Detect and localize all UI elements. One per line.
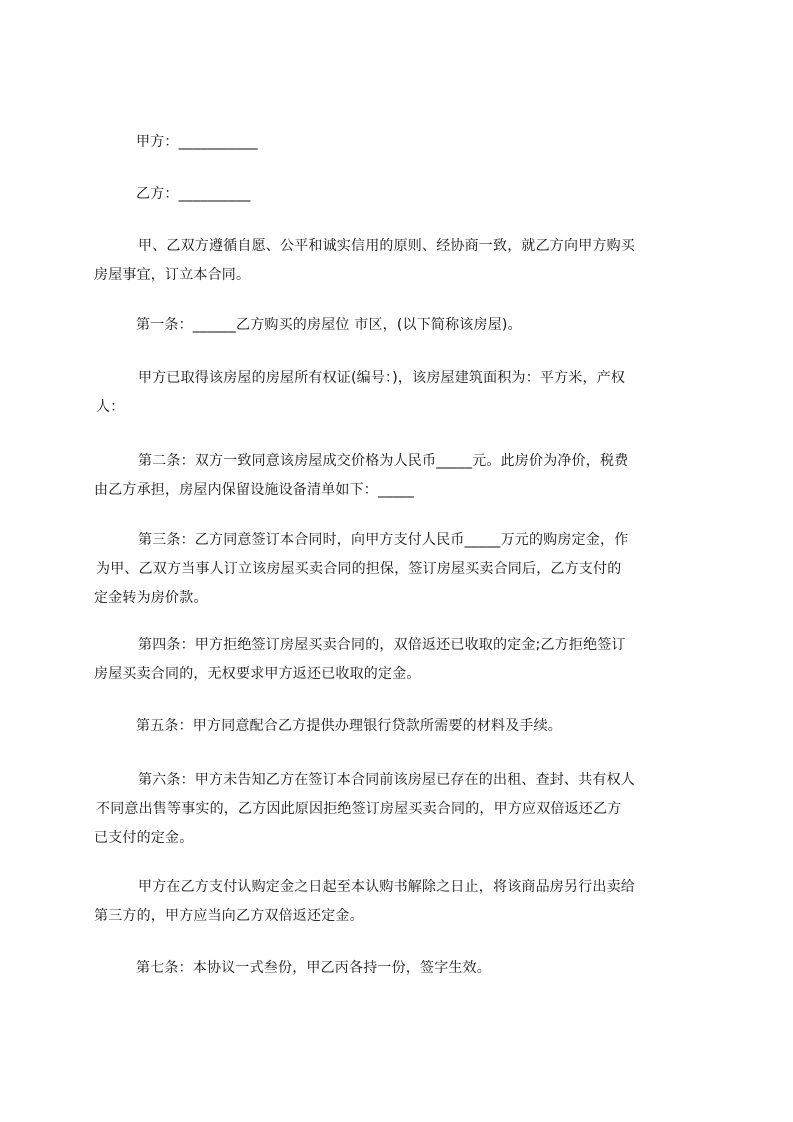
resale-line-2: 第三方的，甲方应当向乙方双倍返还定金。	[94, 908, 364, 924]
party-a-text: 甲方：___________	[136, 134, 258, 150]
article-3-paragraph	[94, 526, 706, 613]
article-7-text: 第七条：本协议一式叁份，甲乙丙各持一份，签字生效。	[136, 960, 491, 976]
article-5-paragraph	[94, 712, 706, 741]
article-2-paragraph	[94, 447, 706, 505]
article-2-line-2: 由乙方承担，房屋内保留设施设备清单如下：_____	[94, 482, 414, 498]
article-4-line-2: 房屋买卖合同的，无权要求甲方返还已收取的定金。	[94, 666, 421, 682]
article-4-line-1: 第四条：甲方拒绝签订房屋买卖合同的，双倍返还已收取的定金;乙方拒绝签订	[138, 637, 626, 653]
article-5-text: 第五条：甲方同意配合乙方提供办理银行贷款所需要的材料及手续。	[136, 718, 562, 734]
article-3-line-3: 定金转为房价款。	[94, 590, 208, 606]
party-b-line	[94, 180, 706, 209]
article-3-line-2: 为甲、乙双方当事人订立该房屋买卖合同的担保，签订房屋买卖合同后，乙方支付的	[96, 561, 622, 577]
article-6-line-3: 已支付的定金。	[94, 830, 194, 846]
article-4-paragraph	[94, 631, 706, 689]
article-1-paragraph	[94, 311, 706, 340]
article-6-paragraph	[94, 766, 706, 853]
intro-line-1: 甲、乙双方遵循自愿、公平和诚实信用的原则、经协商一致，就乙方向甲方购买	[138, 238, 635, 254]
party-a-line	[94, 128, 706, 157]
article-7-paragraph	[94, 954, 706, 983]
article-3-line-1: 第三条：乙方同意签订本合同时，向甲方支付人民币_____万元的购房定金，作	[138, 532, 629, 548]
article-6-line-2: 不同意出售等事实的，乙方因此原因拒绝签订房屋买卖合同的，甲方应双倍返还乙方	[96, 801, 622, 817]
ownership-line-2: 人：	[96, 399, 125, 415]
intro-line-2: 房屋事宜，订立本合同。	[94, 267, 251, 283]
article-2-line-1: 第二条：双方一致同意该房屋成交价格为人民币_____元。此房价为净价，税费	[138, 453, 629, 469]
article-1-text: 第一条：______乙方购买的房屋位 市区，(以下简称该房屋)。	[136, 317, 522, 333]
intro-paragraph	[94, 232, 706, 290]
party-b-text: 乙方：__________	[136, 186, 251, 202]
ownership-paragraph	[94, 364, 706, 422]
ownership-line-1: 甲方已取得该房屋的房屋所有权证(编号：)，该房屋建筑面积为：平方米，产权	[138, 370, 626, 386]
resale-line-1: 甲方在乙方支付认购定金之日起至本认购书解除之日止，将该商品房另行出卖给	[138, 879, 635, 895]
resale-paragraph	[94, 873, 706, 931]
article-6-line-1: 第六条：甲方未告知乙方在签订本合同前该房屋已存在的出租、查封、共有权人	[138, 772, 635, 788]
